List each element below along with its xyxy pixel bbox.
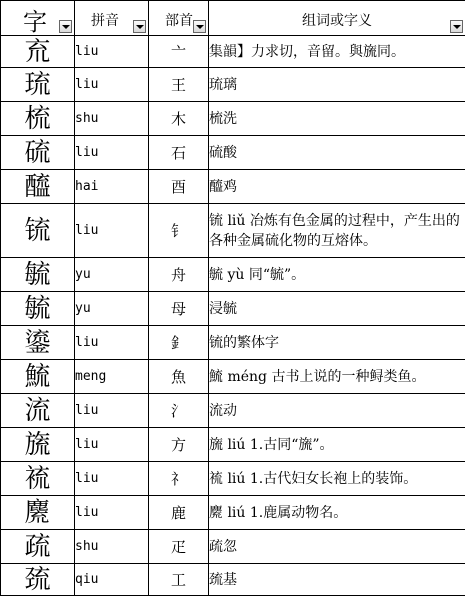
pinyin-cell[interactable]: liu	[75, 462, 149, 496]
char-cell[interactable]: 琉	[1, 68, 75, 102]
meaning-cell[interactable]: 鯍 méng 古书上说的一种鲟类鱼。	[209, 360, 465, 394]
table-row	[1, 102, 465, 136]
pinyin-cell[interactable]: liu	[75, 496, 149, 530]
radical-cell[interactable]: 鹿	[149, 496, 209, 530]
char-cell[interactable]: 流	[1, 394, 75, 428]
char-cell[interactable]: 醯	[1, 170, 75, 204]
header-pinyin-label: 拼音	[91, 13, 119, 29]
pinyin-cell[interactable]: liu	[75, 136, 149, 170]
table-row	[1, 394, 465, 428]
char-cell[interactable]: 毓	[1, 292, 75, 326]
pinyin-cell[interactable]: liu	[75, 428, 149, 462]
pinyin-cell[interactable]: hai	[75, 170, 149, 204]
radical-cell[interactable]: 木	[149, 102, 209, 136]
radical-cell[interactable]: 方	[149, 428, 209, 462]
meaning-cell[interactable]: 醯鸡	[209, 170, 465, 204]
filter-dropdown-icon[interactable]	[59, 20, 72, 33]
radical-cell[interactable]: 亠	[149, 36, 209, 68]
meaning-cell[interactable]: 集韻】力求切，音留。與旒同。	[209, 36, 465, 68]
radical-cell[interactable]: 疋	[149, 530, 209, 564]
meaning-cell[interactable]: 锍的繁体字	[209, 326, 465, 360]
filter-dropdown-icon[interactable]	[450, 20, 463, 33]
radical-cell[interactable]: 釒	[149, 326, 209, 360]
radical-cell[interactable]: 魚	[149, 360, 209, 394]
table-row	[1, 258, 465, 292]
radical-cell[interactable]: 礻	[149, 462, 209, 496]
pinyin-cell[interactable]: liu	[75, 36, 149, 68]
radical-cell[interactable]: 石	[149, 136, 209, 170]
header-meaning-label: 组词或字义	[302, 13, 372, 29]
char-cell[interactable]: 鯍	[1, 360, 75, 394]
meaning-cell[interactable]: 琉璃	[209, 68, 465, 102]
meaning-cell[interactable]: 旒 liú 1.古同“旒”。	[209, 428, 465, 462]
radical-cell[interactable]: 工	[149, 564, 209, 596]
radical-cell[interactable]: 酉	[149, 170, 209, 204]
header-radical	[149, 1, 209, 36]
filter-dropdown-icon[interactable]	[133, 20, 146, 33]
table-row	[1, 462, 465, 496]
char-cell[interactable]: 锍	[1, 204, 75, 258]
table-row	[1, 292, 465, 326]
meaning-cell[interactable]: 硫酸	[209, 136, 465, 170]
char-cell[interactable]: 麍	[1, 496, 75, 530]
char-cell[interactable]: 硫	[1, 136, 75, 170]
header-char	[1, 1, 75, 36]
pinyin-cell[interactable]: liu	[75, 394, 149, 428]
char-cell[interactable]: 疏	[1, 530, 75, 564]
meaning-cell[interactable]: 毓 yù 同“毓”。	[209, 258, 465, 292]
meaning-cell[interactable]: 巯基	[209, 564, 465, 596]
pinyin-cell[interactable]: liu	[75, 204, 149, 258]
char-cell[interactable]: 毓	[1, 258, 75, 292]
filter-dropdown-icon[interactable]	[193, 20, 206, 33]
table-row	[1, 326, 465, 360]
table-row	[1, 428, 465, 462]
meaning-cell[interactable]: 梳洗	[209, 102, 465, 136]
header-meaning	[209, 1, 465, 36]
pinyin-cell[interactable]: liu	[75, 68, 149, 102]
char-cell[interactable]: 巯	[1, 564, 75, 596]
table-row	[1, 564, 465, 596]
char-cell[interactable]: 鎏	[1, 326, 75, 360]
table-row	[1, 204, 465, 258]
pinyin-cell[interactable]: liu	[75, 326, 149, 360]
table-row	[1, 360, 465, 394]
pinyin-cell[interactable]: shu	[75, 530, 149, 564]
meaning-cell[interactable]: 锍 liǔ 冶炼有色金属的过程中，产生出的各种金属硫化物的互熔体。	[209, 204, 465, 258]
meaning-cell[interactable]: 疏忽	[209, 530, 465, 564]
pinyin-cell[interactable]: yu	[75, 258, 149, 292]
radical-cell[interactable]: 氵	[149, 394, 209, 428]
pinyin-cell[interactable]: meng	[75, 360, 149, 394]
table-row	[1, 136, 465, 170]
radical-cell[interactable]: 钅	[149, 204, 209, 258]
pinyin-cell[interactable]: qiu	[75, 564, 149, 596]
meaning-cell[interactable]: 裗 liú 1.古代妇女长袍上的装饰。	[209, 462, 465, 496]
pinyin-cell[interactable]: yu	[75, 292, 149, 326]
header-row	[1, 1, 465, 36]
table-row	[1, 170, 465, 204]
meaning-cell[interactable]: 麍 liú 1.鹿属动物名。	[209, 496, 465, 530]
meaning-cell[interactable]: 流动	[209, 394, 465, 428]
char-cell[interactable]: 裗	[1, 462, 75, 496]
pinyin-cell[interactable]: shu	[75, 102, 149, 136]
meaning-cell[interactable]: 浸毓	[209, 292, 465, 326]
table-row	[1, 36, 465, 68]
header-radical-label: 部首	[165, 13, 193, 29]
char-cell[interactable]: 㐬	[1, 36, 75, 68]
radical-cell[interactable]: 母	[149, 292, 209, 326]
char-cell[interactable]: 梳	[1, 102, 75, 136]
table-row	[1, 496, 465, 530]
table-row	[1, 530, 465, 564]
table-row	[1, 68, 465, 102]
char-cell[interactable]: 旒	[1, 428, 75, 462]
header-char-label: 字	[23, 8, 47, 36]
radical-cell[interactable]: 王	[149, 68, 209, 102]
radical-cell[interactable]: 舟	[149, 258, 209, 292]
header-pinyin	[75, 1, 149, 36]
